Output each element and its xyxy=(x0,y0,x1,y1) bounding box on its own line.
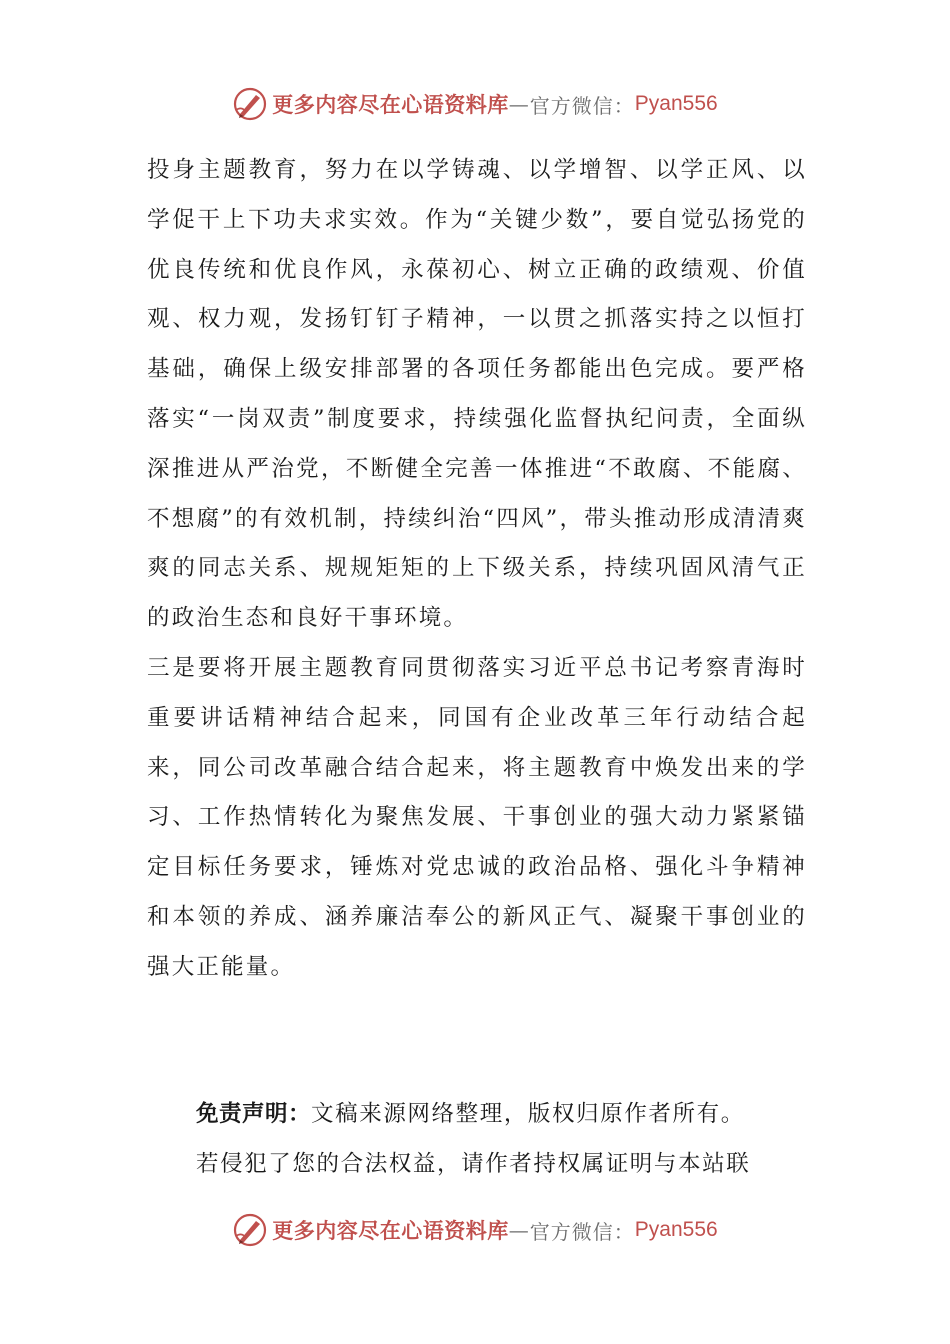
footer-banner xyxy=(0,1208,950,1252)
pen-nib-circle-logo-icon xyxy=(232,86,268,122)
header-wechat-id: Pyan556 xyxy=(634,92,718,115)
document-body xyxy=(147,146,807,993)
disclaimer-line-1 xyxy=(196,1090,808,1140)
header-brand-text: 更多内容尽在心语资料库 xyxy=(272,92,509,117)
body-paragraph: 投身主题教育，努力在以学铸魂、以学增智、以学正风、以学促干上下功夫求实效。作为“关键少数”，要自觉弘扬党的优良传统和优良作风，永葆初心、树立正确的政绩观、价值观、权力观，发扬钉钉子精神，一以贯之抓落实持之以恒打基础，确保上级安排部署的各项任务都能出色完成。要严格落实“一岗双责”制度要求，持续强化监督执纪问责，全面纵深推进从严治党，不断健全完善一体推进“不敢腐、不能腐、不想腐”的有效机制，持续纠治“四风”，带头推动形成清清爽爽的同志关系、规规矩矩的上下级关系，持续巩固风清气正的政治生态和良好干事环境。 xyxy=(147,157,807,632)
header-wechat-label: 官方微信： xyxy=(529,93,635,118)
disclaimer xyxy=(196,1090,808,1190)
header-dash: — xyxy=(508,92,530,116)
footer-dash: — xyxy=(508,1218,530,1242)
footer-brand-text: 更多内容尽在心语资料库 xyxy=(272,1218,509,1243)
footer-wechat-label: 官方微信： xyxy=(529,1219,635,1244)
disclaimer-line-2: 若侵犯了您的合法权益，请作者持权属证明与本站联 xyxy=(196,1150,751,1177)
footer-wechat-id: Pyan556 xyxy=(634,1218,718,1241)
header-banner xyxy=(0,82,950,126)
disclaimer-label: 免责声明： xyxy=(196,1101,312,1127)
body-paragraph: 三是要将开展主题教育同贯彻落实习近平总书记考察青海时重要讲话精神结合起来，同国有企业改革三年行动结合起来，同公司改革融合结合起来，将主题教育中焕发出来的学习、工作热情转化为聚焦发展、干事创业的强大动力紧紧锚定目标任务要求，锤炼对党忠诚的政治品格、强化斗争精神和本领的养成、涵养廉洁奉公的新风正气、凝聚干事创业的强大正能量。 xyxy=(147,654,807,980)
pen-nib-circle-logo-icon xyxy=(232,1212,268,1248)
disclaimer-text-1: 文稿来源网络整理，版权归原作者所有。 xyxy=(311,1101,745,1127)
